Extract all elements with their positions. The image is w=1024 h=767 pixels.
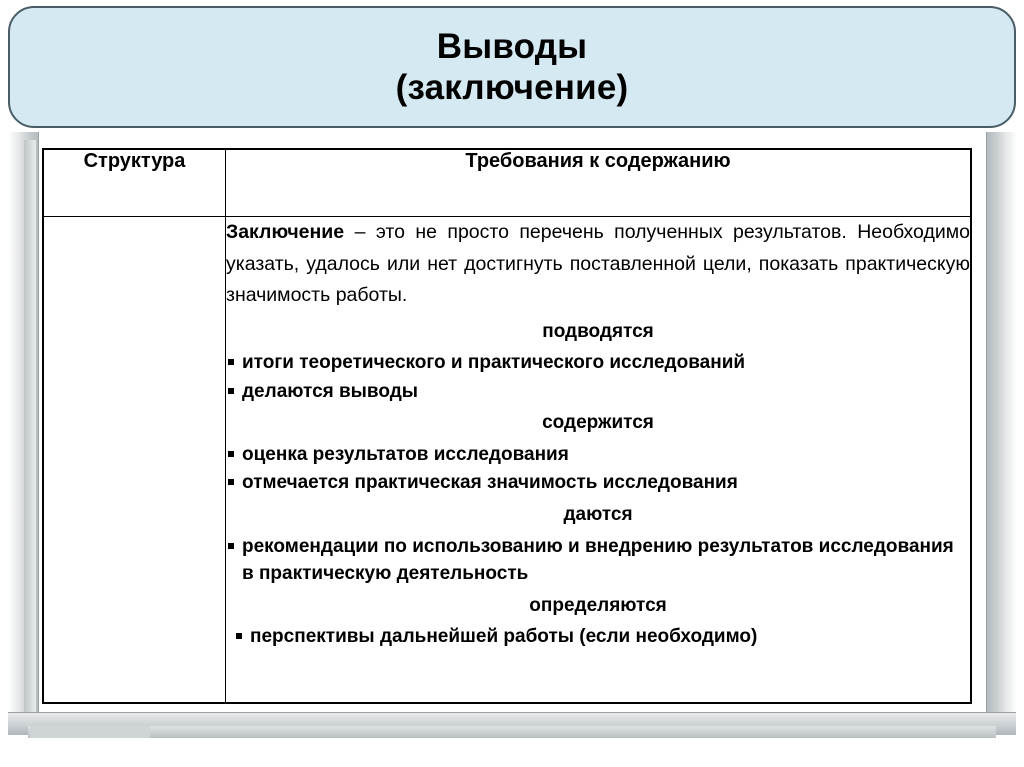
group-heading-1: подводятся — [542, 320, 654, 342]
list-item: оценка результатов исследования — [226, 441, 970, 469]
slide-title-banner — [8, 6, 1016, 128]
intro-rest: – это не просто перечень полученных результатов. Необходимо указать, удалось или нет достигнуть поставленной цели, показать практическую значимость работы. — [226, 221, 970, 307]
decorative-right-frame — [986, 132, 1017, 732]
content-table — [43, 149, 971, 703]
slide-title-line-2: (заключение) — [395, 68, 629, 107]
group-list-3 — [226, 533, 970, 588]
group-list-4 — [226, 623, 970, 651]
intro-lead: Заключение — [226, 221, 345, 243]
content-table-container — [42, 148, 972, 704]
table-row — [44, 217, 971, 703]
slide-title-line-1: Выводы — [436, 26, 588, 66]
table-header-requirements: Требования к содержанию — [226, 150, 971, 217]
intro-paragraph — [226, 217, 970, 312]
group-heading-3: даются — [563, 504, 633, 526]
cell-structure-empty — [44, 217, 226, 703]
list-item: отмечается практическая значимость исследования — [226, 469, 970, 497]
decorative-left-frame-inner — [24, 140, 36, 724]
group-heading-4: определяются — [529, 594, 667, 616]
list-item: делаются выводы — [226, 378, 970, 406]
group-list-2 — [226, 441, 970, 497]
table-header-structure: Структура — [44, 150, 226, 217]
list-item: итоги теоретического и практического исследований — [226, 349, 970, 377]
cell-requirements — [226, 217, 971, 703]
decorative-bottom-frame-inner — [28, 726, 996, 738]
decorative-bottom-left-shadow — [30, 726, 150, 738]
list-item: перспективы дальнейшей работы (если необходимо) — [226, 623, 970, 651]
group-heading-2: содержится — [542, 412, 654, 434]
table-header-row — [44, 150, 971, 217]
list-item: рекомендации по использованию и внедрению результатов исследования в практическую деятельность — [226, 533, 970, 588]
group-list-1 — [226, 349, 970, 405]
